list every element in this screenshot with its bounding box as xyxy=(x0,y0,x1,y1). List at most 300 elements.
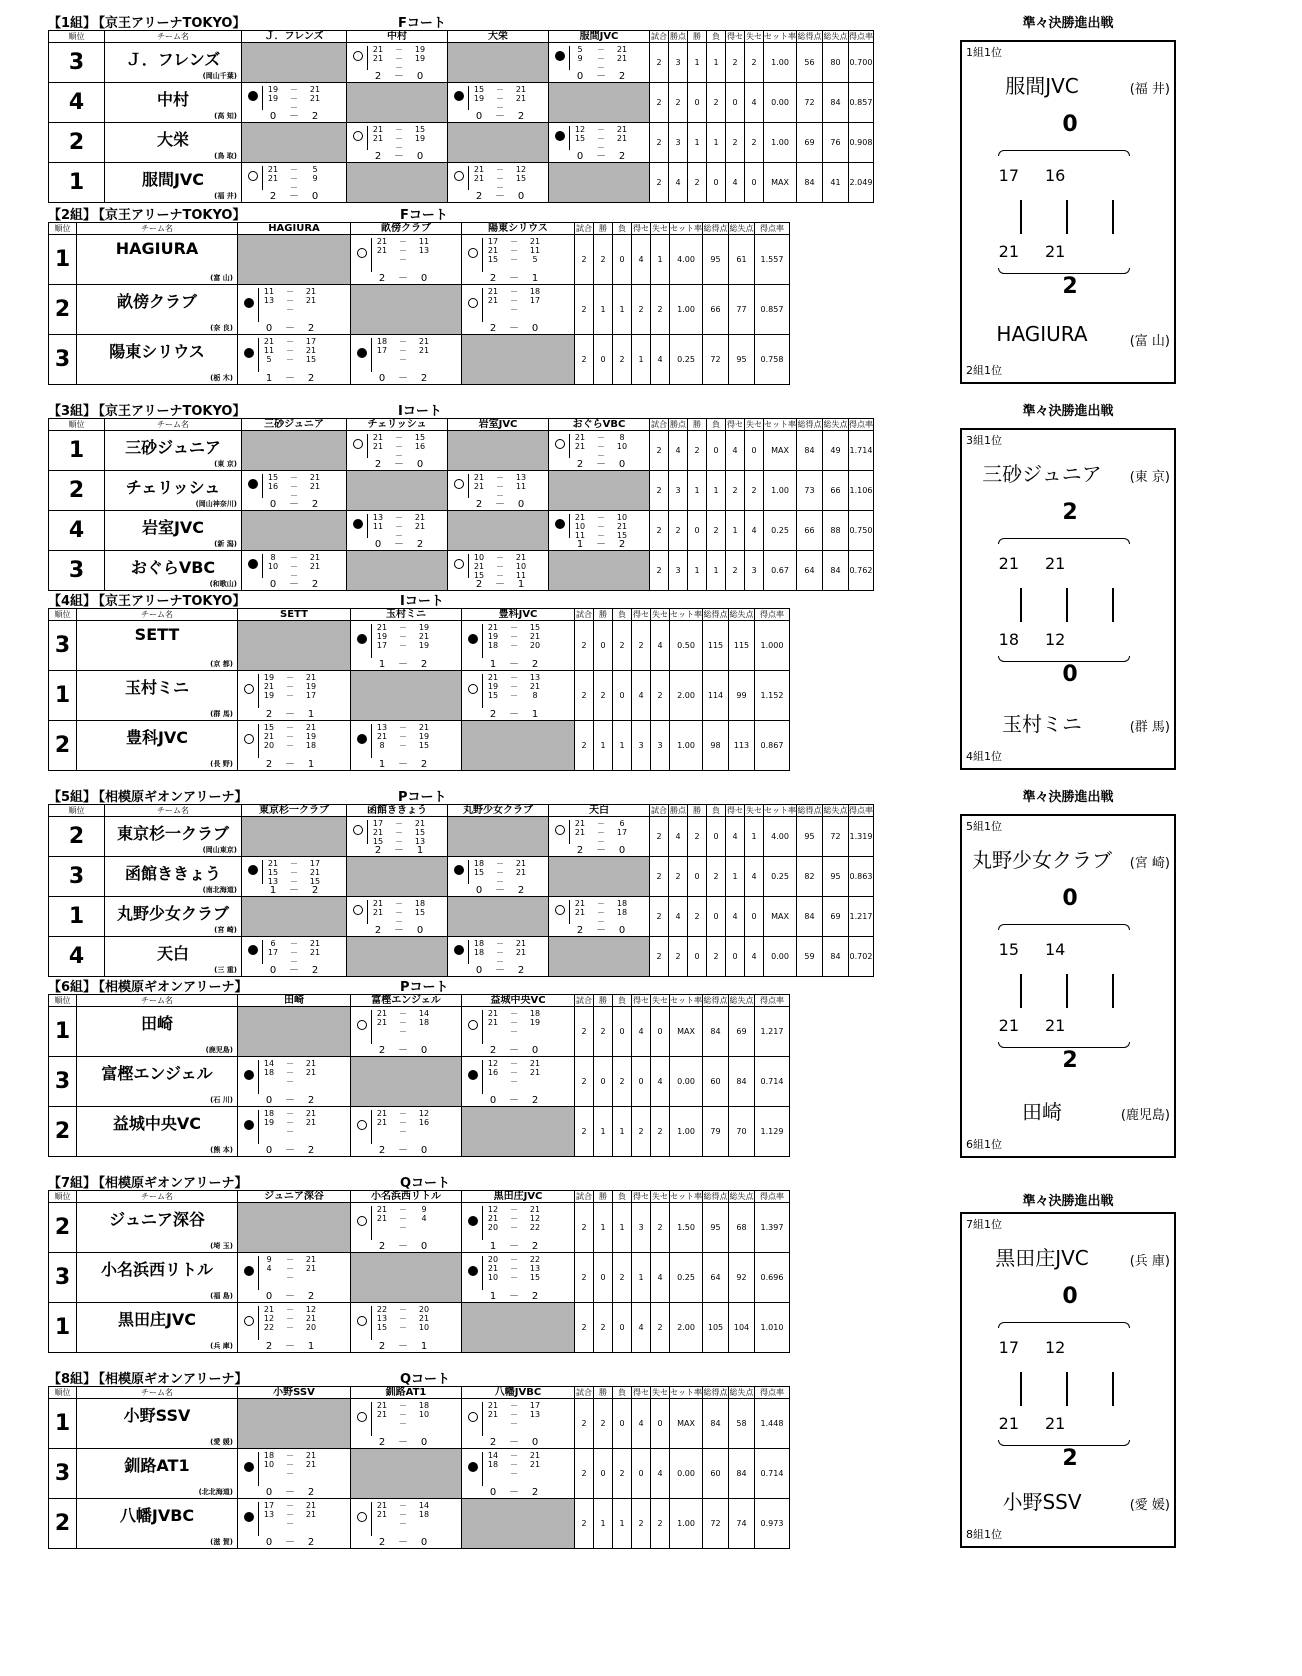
match-total xyxy=(484,1045,544,1056)
team-name: チェリッシュ xyxy=(125,478,221,497)
stat-cell: 0.714 xyxy=(755,1449,790,1499)
stat-cell: 1 xyxy=(594,721,613,771)
match-cell xyxy=(238,1303,351,1353)
stat-cell: 77 xyxy=(729,285,755,335)
set-dash: － xyxy=(510,1273,518,1282)
set-scores xyxy=(470,939,530,966)
team-prefecture: (岡山神奈川) xyxy=(195,500,237,508)
set-divider xyxy=(367,514,368,538)
set-own-score: 21 xyxy=(376,1109,388,1118)
set-opp-score xyxy=(302,305,320,314)
set-dash: － xyxy=(510,1077,518,1086)
playoff-box xyxy=(960,1212,1176,1548)
team-name: 釧路AT1 xyxy=(124,1456,190,1475)
set-dash: － xyxy=(510,1255,518,1264)
set-dash: － xyxy=(399,1401,407,1410)
stat-cell: 2 xyxy=(688,163,707,203)
table-row xyxy=(49,1253,790,1303)
sets-lost: 2 xyxy=(307,1145,315,1156)
header-opponent: 富樫エンジェル xyxy=(351,995,462,1007)
stat-cell: 2 xyxy=(669,937,688,977)
sets-won: 1 xyxy=(378,659,386,670)
set-dash: － xyxy=(395,63,403,72)
set-divider xyxy=(367,900,368,924)
stat-cell: 1 xyxy=(613,721,632,771)
sets-lost: 2 xyxy=(311,885,319,896)
set-divider xyxy=(482,1452,483,1486)
set-line xyxy=(369,819,429,828)
set-opp-score: 21 xyxy=(616,134,628,143)
venue-name: 【京王アリーナTOKYO】 xyxy=(92,16,246,31)
set-dash: － xyxy=(399,1410,407,1419)
set-line xyxy=(373,237,433,246)
match-total xyxy=(260,1537,320,1548)
sets-lost: 0 xyxy=(517,191,525,202)
set-opp-score: 19 xyxy=(529,1018,541,1027)
set-scores xyxy=(373,337,433,364)
rank-cell: 4 xyxy=(49,83,105,123)
header-opponent: 田崎 xyxy=(238,995,351,1007)
set-dash: － xyxy=(510,296,518,305)
set-scores xyxy=(470,473,530,500)
group-label: 【6組】 xyxy=(48,980,97,995)
set-dash: － xyxy=(510,1214,518,1223)
stat-cell: 2 xyxy=(594,671,613,721)
win-mark-icon xyxy=(468,1020,478,1030)
match-total xyxy=(369,71,429,82)
match-cell xyxy=(462,1203,575,1253)
header-pt-ratio: 得点率 xyxy=(755,995,790,1007)
stat-cell: 66 xyxy=(703,285,729,335)
set-own-score: 21 xyxy=(487,1264,499,1273)
set-own-score: 11 xyxy=(263,287,275,296)
header-pts-against: 総失点 xyxy=(729,995,754,1005)
bottom-team-pref: (富 山) xyxy=(1129,334,1170,349)
stat-cell: 0.50 xyxy=(670,621,703,671)
set-line xyxy=(484,1255,544,1264)
set-dash: － xyxy=(510,1027,518,1036)
stat-cell: 3 xyxy=(669,471,688,511)
venue-name: 【相模原ギオンアリーナ】 xyxy=(92,790,248,805)
set-score: 21 xyxy=(998,242,1019,261)
match-cell xyxy=(448,163,549,203)
top-team-pref: (宮 崎) xyxy=(1129,856,1170,871)
set-opp-score: 21 xyxy=(529,1460,541,1469)
set-own-score: 21 xyxy=(473,473,485,482)
set-scores xyxy=(264,553,324,580)
bottom-team-pref: (群 馬) xyxy=(1129,720,1170,735)
stat-cell: 0 xyxy=(594,1057,613,1107)
match-cell xyxy=(238,1499,351,1549)
set-opp-score: 9 xyxy=(421,1205,427,1214)
set-opp-score: 21 xyxy=(309,473,321,482)
set-scores xyxy=(484,1451,544,1478)
set-own-score: 15 xyxy=(487,691,499,700)
stat-cell: 2 xyxy=(575,1057,594,1107)
header-sets-lost: 失セ xyxy=(746,31,762,41)
stat-cell: 2 xyxy=(575,1303,594,1353)
stat-cell: 64 xyxy=(703,1253,729,1303)
set-own-score: 21 xyxy=(372,442,384,451)
match-cell xyxy=(347,43,448,83)
set-own-score: 21 xyxy=(574,513,586,522)
group-header xyxy=(48,1172,790,1190)
set-line xyxy=(484,691,544,700)
set-own-score: 10 xyxy=(473,553,485,562)
stat-cell: 0.25 xyxy=(764,511,797,551)
bracket-line xyxy=(1112,974,1114,1008)
sets-lost: 2 xyxy=(311,111,319,122)
unplayed-match-cell xyxy=(242,511,347,551)
set-line xyxy=(484,1460,544,1469)
set-dash: － xyxy=(510,641,518,650)
set-dash: － xyxy=(399,1314,407,1323)
stat-cell: 0 xyxy=(688,937,707,977)
team-cell xyxy=(77,1107,238,1157)
set-line xyxy=(373,1305,433,1314)
sets-lost: 0 xyxy=(618,925,626,936)
header-rank: 順位 xyxy=(49,1191,77,1203)
set-dash: － xyxy=(597,899,605,908)
set-divider xyxy=(569,514,570,538)
set-divider xyxy=(367,126,368,150)
team-name: 玉村ミニ xyxy=(124,678,189,697)
stat-cell: 3 xyxy=(632,721,651,771)
set-line xyxy=(260,732,320,741)
top-set-scores xyxy=(962,940,1102,959)
team-name: 中村 xyxy=(156,90,189,109)
top-team-pref: (兵 庫) xyxy=(1129,1254,1170,1269)
set-divider xyxy=(468,166,469,190)
set-dash: － xyxy=(496,859,504,868)
total-dash: － xyxy=(596,845,606,856)
set-opp-score: 10 xyxy=(515,562,527,571)
match-cell xyxy=(351,335,462,385)
group-block xyxy=(48,590,790,771)
header-rank: 順位 xyxy=(49,419,105,431)
set-divider xyxy=(569,820,570,844)
stat-cell: 49 xyxy=(823,431,849,471)
total-dash: － xyxy=(398,1145,408,1156)
stat-cell: 4 xyxy=(726,817,745,857)
set-own-score: 15 xyxy=(473,868,485,877)
stat-cell: 104 xyxy=(729,1303,755,1353)
stat-cell: 80 xyxy=(823,43,849,83)
match-cell xyxy=(462,621,575,671)
total-dash: － xyxy=(398,273,408,284)
rank-cell: 1 xyxy=(49,671,77,721)
sets-lost: 2 xyxy=(307,323,315,334)
set-own-score: 20 xyxy=(487,1223,499,1232)
set-line xyxy=(484,1214,544,1223)
set-opp-score: 13 xyxy=(529,1410,541,1419)
match-total xyxy=(369,925,429,936)
header-opponent: 三砂ジュニア xyxy=(242,419,347,431)
set-dash: － xyxy=(399,1323,407,1332)
match-cell xyxy=(351,1303,462,1353)
stat-cell: 1 xyxy=(707,551,726,591)
total-dash: － xyxy=(495,885,505,896)
set-opp-score xyxy=(302,1273,320,1282)
top-team-name: 黒田庄JVC xyxy=(995,1246,1089,1270)
match-cell xyxy=(549,511,650,551)
header-pt-ratio: 得点率 xyxy=(755,223,790,235)
set-line xyxy=(260,1519,320,1528)
court-name: Qコート xyxy=(400,1176,451,1191)
table-row xyxy=(49,551,910,591)
total-dash: － xyxy=(394,539,404,550)
stat-cell: 69 xyxy=(729,1007,755,1057)
sets-won: 2 xyxy=(378,1241,386,1252)
total-dash: － xyxy=(289,499,299,510)
match-cell xyxy=(238,1107,351,1157)
loss-mark-icon xyxy=(244,298,254,308)
set-own-score: 21 xyxy=(487,287,499,296)
set-own-score xyxy=(260,1519,278,1528)
sets-lost: 2 xyxy=(531,1241,539,1252)
header-losses: 負 xyxy=(613,1387,632,1399)
stat-cell: 1.319 xyxy=(849,817,874,857)
set-dash: － xyxy=(510,1460,518,1469)
header-sets-won: 得セ xyxy=(633,1191,649,1201)
set-own-score: 13 xyxy=(372,513,384,522)
set-opp-score: 18 xyxy=(418,1018,430,1027)
stat-cell: 115 xyxy=(703,621,729,671)
set-dash: － xyxy=(399,355,407,364)
stat-cell: 2 xyxy=(650,163,669,203)
team-cell xyxy=(105,123,242,163)
match-cell xyxy=(238,1057,351,1107)
total-dash: － xyxy=(509,709,519,720)
set-opp-score: 21 xyxy=(529,237,541,246)
match-cell xyxy=(242,471,347,511)
stat-cell: 114 xyxy=(703,671,729,721)
set-opp-score xyxy=(415,255,433,264)
set-opp-score: 10 xyxy=(418,1323,430,1332)
win-mark-icon xyxy=(357,1316,367,1326)
set-line xyxy=(369,54,429,63)
match-cell xyxy=(462,671,575,721)
bracket-line xyxy=(1066,974,1068,1008)
set-dash: － xyxy=(286,1501,294,1510)
set-dash: － xyxy=(496,553,504,562)
sets-won: 2 xyxy=(378,1045,386,1056)
top-team-pref: (東 京) xyxy=(1129,470,1170,485)
set-own-score: 15 xyxy=(372,837,384,846)
stat-cell: 105 xyxy=(703,1303,729,1353)
set-dash: － xyxy=(510,673,518,682)
set-dash: － xyxy=(597,125,605,134)
set-dash: － xyxy=(496,562,504,571)
match-cell xyxy=(549,431,650,471)
stat-cell: 2 xyxy=(632,621,651,671)
table-row xyxy=(49,1399,790,1449)
set-dash: － xyxy=(510,632,518,641)
team-cell xyxy=(77,1203,238,1253)
set-dash: － xyxy=(286,691,294,700)
team-prefecture: (三 重) xyxy=(214,966,237,974)
set-own-score: 18 xyxy=(376,337,388,346)
sets-lost: 1 xyxy=(307,1341,315,1352)
header-sets-lost: 失セ xyxy=(652,1191,668,1201)
set-scores xyxy=(470,859,530,886)
stat-cell: 1.00 xyxy=(670,285,703,335)
stat-cell: 0.25 xyxy=(670,1253,703,1303)
set-divider xyxy=(262,860,263,884)
set-dash: － xyxy=(399,346,407,355)
stat-cell: 2.049 xyxy=(849,163,874,203)
header-wins: 勝 xyxy=(688,419,707,431)
set-own-score: 15 xyxy=(263,723,275,732)
set-line xyxy=(373,1314,433,1323)
set-line xyxy=(369,513,429,522)
team-name: ジュニア深谷 xyxy=(109,1210,205,1229)
set-dash: － xyxy=(290,482,298,491)
set-line xyxy=(373,623,433,632)
set-opp-score: 18 xyxy=(616,908,628,917)
stat-cell: 1 xyxy=(707,471,726,511)
stat-cell: 4 xyxy=(669,163,688,203)
set-score: 18 xyxy=(998,630,1019,649)
sets-lost: 0 xyxy=(416,71,424,82)
header-games: 試合 xyxy=(576,223,592,233)
group-block xyxy=(48,12,910,203)
set-opp-score: 20 xyxy=(305,1323,317,1332)
set-dash: － xyxy=(399,237,407,246)
set-score: 14 xyxy=(1045,940,1066,959)
set-line xyxy=(470,868,530,877)
header-opponent: 黒田庄JVC xyxy=(462,1191,575,1203)
set-score: 21 xyxy=(1045,242,1066,261)
stat-cell: 2 xyxy=(651,285,670,335)
stat-cell: 4 xyxy=(745,857,764,897)
set-line xyxy=(571,433,631,442)
set-dash: － xyxy=(496,183,504,192)
stat-cell: 1.000 xyxy=(755,621,790,671)
set-line xyxy=(264,174,324,183)
set-dash: － xyxy=(399,1223,407,1232)
set-dash: － xyxy=(290,473,298,482)
set-line xyxy=(484,246,544,255)
set-line xyxy=(470,948,530,957)
set-own-score: 21 xyxy=(263,337,275,346)
set-own-score: 21 xyxy=(267,165,279,174)
set-line xyxy=(260,741,320,750)
stat-cell: 0.867 xyxy=(755,721,790,771)
bracket-line xyxy=(1112,588,1114,622)
set-line xyxy=(470,562,530,571)
set-divider xyxy=(569,126,570,150)
header-pts-for: 総得点 xyxy=(703,609,728,619)
set-line xyxy=(373,1323,433,1332)
set-scores xyxy=(373,1009,433,1036)
sets-won: 2 xyxy=(475,499,483,510)
set-line xyxy=(373,723,433,732)
set-line xyxy=(260,337,320,346)
header-games: 試合 xyxy=(576,1387,592,1397)
sets-won: 1 xyxy=(489,659,497,670)
set-own-score: 21 xyxy=(473,562,485,571)
stat-cell: 69 xyxy=(823,897,849,937)
loss-mark-icon xyxy=(244,1120,254,1130)
set-opp-score: 10 xyxy=(616,442,628,451)
set-dash: － xyxy=(399,632,407,641)
set-own-score xyxy=(484,1419,502,1428)
set-own-score xyxy=(373,1519,391,1528)
set-line xyxy=(484,1419,544,1428)
header-pt-ratio: 得点率 xyxy=(755,1191,790,1203)
stat-cell: 84 xyxy=(729,1449,755,1499)
set-line xyxy=(369,899,429,908)
set-line xyxy=(373,1223,433,1232)
sets-lost: 2 xyxy=(420,659,428,670)
stat-cell: 1 xyxy=(707,123,726,163)
loss-mark-icon xyxy=(248,91,258,101)
set-dash: － xyxy=(290,553,298,562)
header-sets-lost: 失セ xyxy=(746,805,762,815)
stat-cell: 60 xyxy=(703,1057,729,1107)
set-own-score: 21 xyxy=(376,1510,388,1519)
match-cell xyxy=(238,1253,351,1303)
self-match-cell xyxy=(351,671,462,721)
match-cell xyxy=(448,83,549,123)
stat-cell: 2 xyxy=(650,431,669,471)
top-seed-label: 1組1位 xyxy=(966,46,1002,59)
stat-cell: MAX xyxy=(670,1399,703,1449)
stat-cell: 0 xyxy=(651,1007,670,1057)
set-opp-score: 19 xyxy=(414,54,426,63)
win-mark-icon xyxy=(468,248,478,258)
stat-cell: 2 xyxy=(575,1253,594,1303)
set-dash: － xyxy=(597,837,605,846)
sets-lost: 1 xyxy=(307,759,315,770)
stat-cell: 2 xyxy=(726,123,745,163)
header-opponent: 東京杉一クラブ xyxy=(242,805,347,817)
unplayed-match-cell xyxy=(549,857,650,897)
set-scores xyxy=(260,1305,320,1332)
header-wins: 勝 xyxy=(688,805,707,817)
set-dash: － xyxy=(510,682,518,691)
set-line xyxy=(373,1419,433,1428)
set-opp-score xyxy=(302,1469,320,1478)
stat-cell: 4 xyxy=(726,431,745,471)
sets-won: 0 xyxy=(265,1095,273,1106)
match-cell xyxy=(347,817,448,857)
set-dash: － xyxy=(496,877,504,886)
match-total xyxy=(369,151,429,162)
header-opponent: SETT xyxy=(238,609,351,621)
self-match-cell xyxy=(351,1449,462,1499)
table-row xyxy=(49,1203,790,1253)
header-set-ratio: セット率 xyxy=(764,31,796,41)
set-line xyxy=(571,819,631,828)
set-divider xyxy=(482,624,483,658)
total-dash: － xyxy=(398,1045,408,1056)
set-dash: － xyxy=(399,1305,407,1314)
court-name: Iコート xyxy=(398,404,442,419)
match-total xyxy=(571,539,631,550)
set-scores xyxy=(571,819,631,846)
set-score: 21 xyxy=(998,1016,1019,1035)
match-total xyxy=(470,579,530,590)
stat-cell: 2 xyxy=(745,471,764,511)
set-line xyxy=(373,1127,433,1136)
set-dash: － xyxy=(496,868,504,877)
team-name: Ｊ．フレンズ xyxy=(125,50,221,69)
set-own-score: 21 xyxy=(574,442,586,451)
set-own-score: 17 xyxy=(376,641,388,650)
group-header xyxy=(48,400,910,418)
